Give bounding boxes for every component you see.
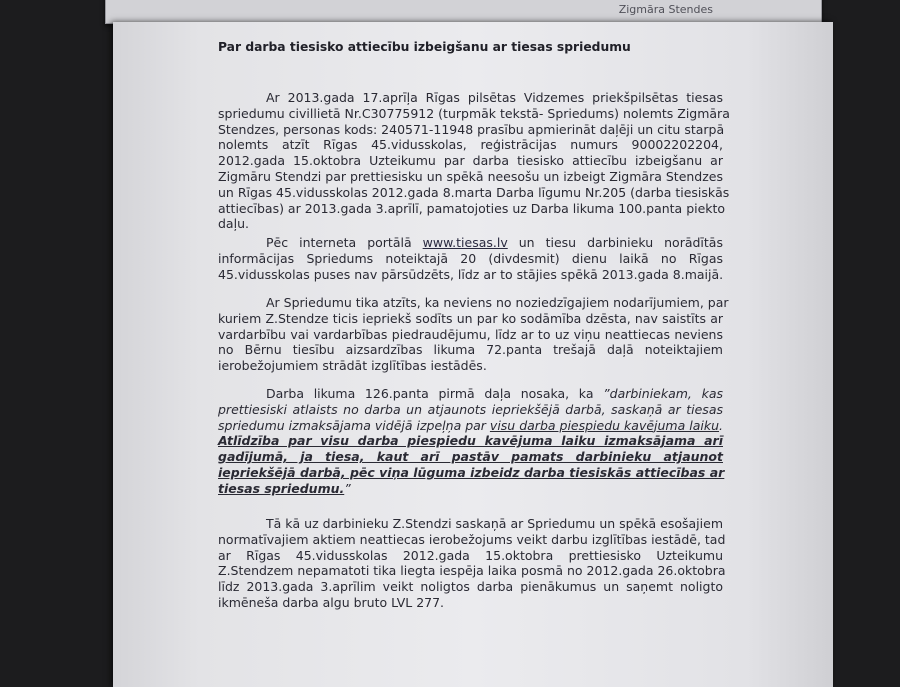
tiesas-link[interactable]: www.tiesas.lv	[422, 235, 508, 250]
text-fragment: Darba likuma 126.panta pirmā daļa nosaka, ka	[266, 386, 594, 401]
text-line: un Rīgas 45.vidusskolas 2012.gada 8.marta Darba līgumu Nr.205 (darba tiesiskās	[218, 184, 730, 200]
text-line: no Bērnu tiesību aizsardzības likuma 72.panta trešajā daļā noteiktajiem	[218, 342, 723, 358]
text-line: 45.vidusskolas puses nav pārsūdzēts, līdz ar to stājies spēkā 2013.gada 8.maijā.	[218, 266, 724, 282]
paragraph-3	[218, 295, 729, 374]
text-line: vardarbību vai vardarbības piedraudējumu, līdz ar to uz viņu neattiecas neviens	[218, 326, 723, 342]
text-fragment: un tiesu darbinieku norādītās	[518, 235, 723, 250]
text-line: attiecības) ar 2013.gada 3.aprīlī, pamatojoties uz Darba likuma 100.panta piekto	[218, 200, 726, 216]
text-line	[218, 481, 723, 497]
text-line: Zigmāru Stendzi par prettiesisku un spēkā neesošu un izbeigt Zigmāra Stendzes	[218, 168, 723, 184]
text-line: 2012.gada 15.oktobra Uzteikumu par darba tiesisko attiecību izbeigšanu ar	[218, 153, 723, 169]
text-line: normatīvajiem aktiem neattiecas ierobežojums veikt darbu izglītības iestādē, tad	[218, 531, 726, 547]
underlying-page	[105, 0, 822, 24]
text-line: prettiesiski atlaists no darba un atjaunots iepriekšējā darbā, saskaņā ar tiesas	[218, 401, 723, 417]
paragraph-4	[218, 386, 723, 497]
text-line: spriedumu civillietā Nr.C30775912 (turpmāk tekstā- Spriedums) nolemts Zigmāra	[218, 105, 730, 121]
text-line: līdz 2013.gada 3.aprīlim veikt noligtos darba pienākumus un saņemt noligto	[218, 579, 723, 595]
text-line	[218, 386, 723, 402]
text-fragment: .	[719, 417, 723, 433]
underlying-page-header: Zigmāra Stendes	[618, 3, 713, 16]
text-line: Ar 2013.gada 17.aprīļa Rīgas pilsētas Vidzemes priekšpilsētas tiesas	[266, 90, 723, 105]
text-line	[218, 235, 723, 251]
text-line: Tā kā uz darbinieku Z.Stendzi saskaņā ar Spriedumu un spēkā esošajiem	[266, 516, 723, 531]
text-line: kuriem Z.Stendze ticis iepriekš sodīts un par ko sodāmība dzēsta, nav saistīts ar	[218, 310, 723, 326]
text-line: ierobežojumiem strādāt izglītības iestādēs.	[218, 358, 487, 374]
text-fragment: Pēc interneta portālā	[266, 235, 412, 250]
text-line: iepriekšējā darbā, pēc viņa lūguma izbeidz darba tiesiskās attiecības ar	[218, 464, 725, 480]
text-fragment: spriedumu izmaksājama vidējā izpeļņa par	[218, 417, 490, 433]
text-line: gadījumā, ja tiesa, kaut arī pastāv pamats darbinieku atjaunot	[218, 449, 723, 465]
text-line	[218, 418, 723, 434]
document-title: Par darba tiesisko attiecību izbeigšanu ar tiesas spriedumu	[218, 40, 631, 54]
text-fragment: ”	[344, 480, 351, 496]
paragraph-1	[218, 90, 730, 232]
text-line: nolemts atzīt Rīgas 45.vidusskolas, reģistrācijas numurs 90002202204,	[218, 137, 723, 153]
text-line: ikmēneša darba algu bruto LVL 277.	[218, 594, 445, 610]
paragraph-2	[218, 235, 723, 282]
document-page	[113, 22, 833, 687]
text-line: Ar Spriedumu tika atzīts, ka neviens no noziedzīgajiem nodarījumiem, par	[266, 295, 729, 310]
text-line: daļu.	[218, 216, 249, 232]
text-line: Z.Stendzem nepamatoti tika liegta iespēja laika posmā no 2012.gada 26.oktobra	[218, 563, 726, 579]
text-line: Atlīdzība par visu darba piespiedu kavējuma laiku izmaksājama arī	[218, 433, 723, 449]
bold-fragment: tiesas spriedumu.	[218, 480, 345, 496]
underlined-fragment: visu darba piespiedu kavējuma laiku	[489, 417, 720, 433]
quote-fragment: ”darbiniekam, kas	[603, 386, 723, 401]
text-line: informācijas Spriedums noteiktajā 20 (divdesmit) dienu laikā no Rīgas	[218, 250, 723, 266]
text-line: ar Rīgas 45.vidusskolas 2012.gada 15.oktobra prettiesisko Uzteikumu	[218, 547, 723, 563]
text-line: Stendzes, personas kods: 240571-11948 prasību apmierināt daļēji un citu starpā	[218, 121, 725, 137]
paragraph-5	[218, 516, 726, 611]
